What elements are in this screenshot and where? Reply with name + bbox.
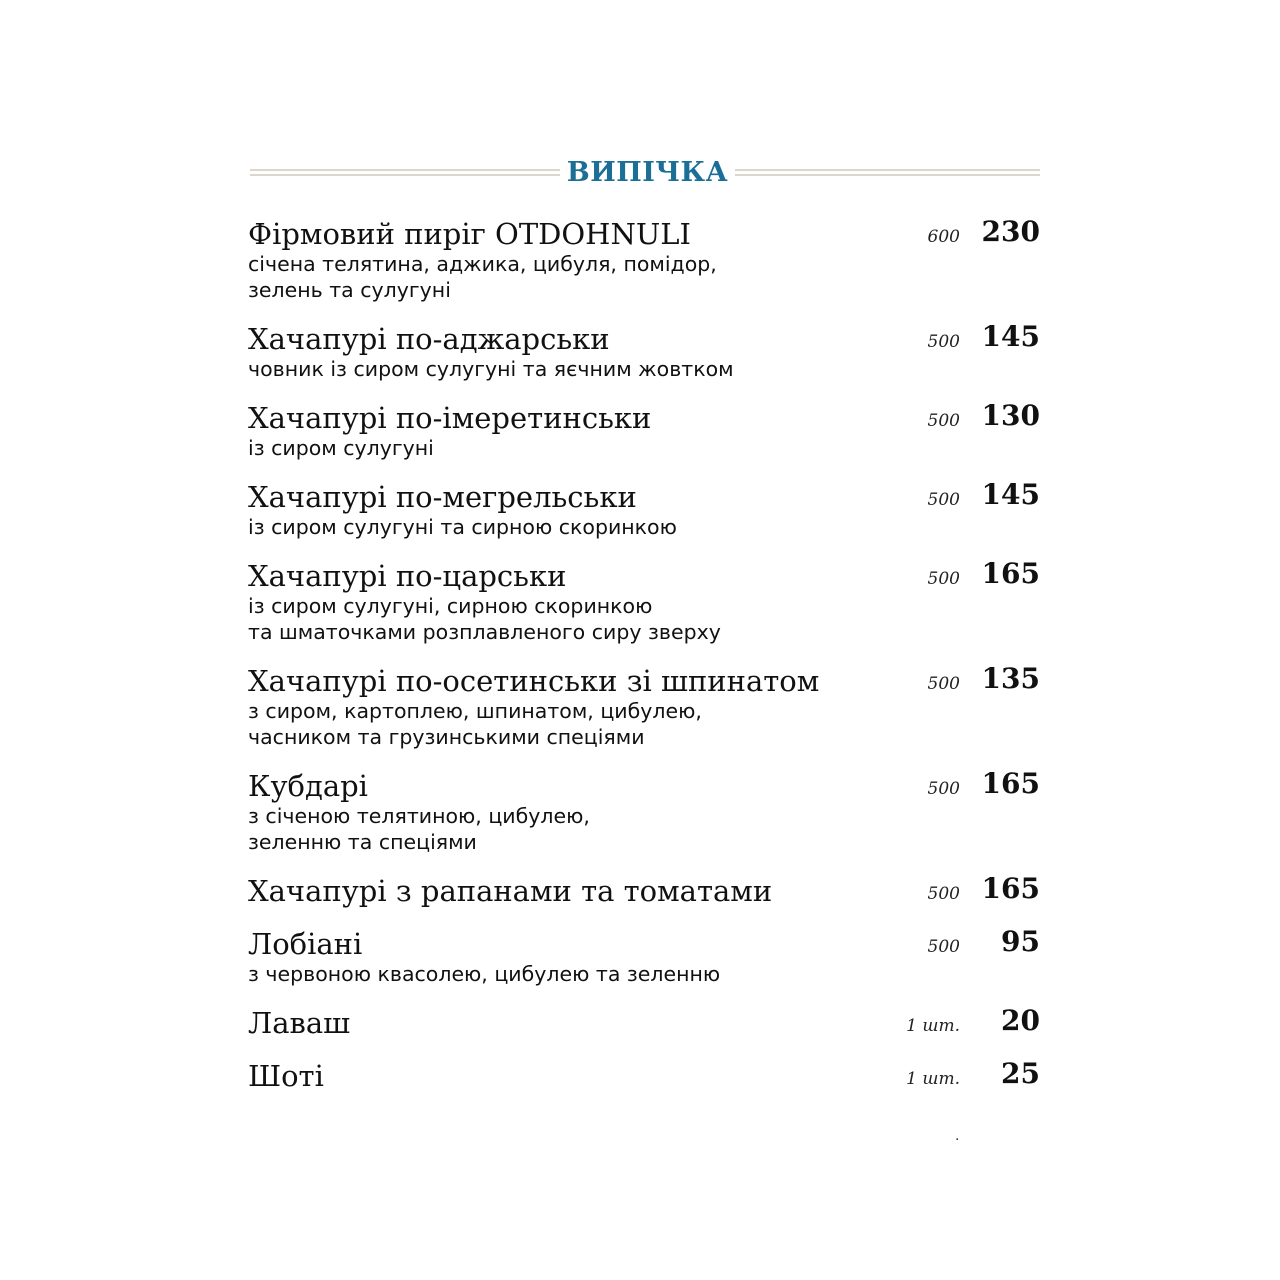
item-name: Хачапурі по-імеретинськи [248, 401, 652, 435]
item-description: зеленню та спеціями [248, 830, 477, 854]
item-price: 25 [1001, 1057, 1040, 1090]
section-title: ВИПІЧКА [566, 156, 729, 188]
menu-item [248, 322, 1040, 382]
item-name: Шоті [248, 1059, 324, 1093]
menu-item [248, 1059, 1040, 1093]
item-name: Кубдарі [248, 769, 368, 803]
header-rule-left [250, 169, 560, 176]
item-name: Хачапурі по-мегрельськи [248, 480, 637, 514]
item-price: 165 [981, 767, 1040, 800]
item-description: із сиром сулугуні [248, 436, 434, 460]
menu-item [248, 401, 1040, 461]
footer-mark: . [955, 1128, 960, 1144]
menu-item [248, 480, 1040, 540]
item-price: 145 [981, 320, 1040, 353]
item-description: часником та грузинськими спеціями [248, 725, 645, 749]
item-weight: 500 [927, 411, 960, 431]
item-weight: 500 [927, 674, 960, 694]
item-name: Хачапурі з рапанами та томатами [248, 874, 773, 908]
item-price: 165 [981, 872, 1040, 905]
item-name: Хачапурі по-царськи [248, 559, 567, 593]
item-weight: 500 [927, 779, 960, 799]
item-description: та шматочками розплавленого сиру зверху [248, 620, 721, 644]
menu-item [248, 927, 1040, 987]
item-weight: 500 [927, 490, 960, 510]
menu-item [248, 1006, 1040, 1040]
menu-item [248, 664, 1040, 750]
item-weight: 500 [927, 569, 960, 589]
item-price: 130 [981, 399, 1040, 432]
item-name: Лаваш [248, 1006, 351, 1040]
item-weight: 1 шт. [906, 1016, 960, 1036]
item-weight: 500 [927, 332, 960, 352]
item-description: з червоною квасолею, цибулею та зеленню [248, 962, 721, 986]
item-name: Хачапурі по-аджарськи [248, 322, 610, 356]
section-header [250, 150, 1040, 194]
item-description: з січеною телятиною, цибулею, [248, 804, 590, 828]
menu-item [248, 559, 1040, 645]
menu-item [248, 769, 1040, 855]
item-description: січена телятина, аджика, цибуля, помідор, [248, 252, 717, 276]
header-rule-right [735, 169, 1040, 176]
item-description: з сиром, картоплею, шпинатом, цибулею, [248, 699, 702, 723]
item-name: Фірмовий пиріг OTDOHNULI [248, 217, 692, 251]
item-description: човник із сиром сулугуні та яєчним жовтком [248, 357, 734, 381]
item-weight: 1 шт. [906, 1069, 960, 1089]
item-weight: 500 [927, 937, 960, 957]
item-description: із сиром сулугуні, сирною скоринкою [248, 594, 653, 618]
item-weight: 500 [927, 884, 960, 904]
item-name: Хачапурі по-осетинськи зі шпинатом [248, 664, 820, 698]
item-price: 230 [981, 215, 1040, 248]
menu-item [248, 874, 1040, 908]
menu-item [248, 217, 1040, 303]
item-price: 145 [981, 478, 1040, 511]
item-price: 20 [1001, 1004, 1040, 1037]
item-weight: 600 [927, 227, 960, 247]
item-price: 95 [1001, 925, 1040, 958]
item-description: зелень та сулугуні [248, 278, 451, 302]
item-description: із сиром сулугуні та сирною скоринкою [248, 515, 677, 539]
item-price: 135 [981, 662, 1040, 695]
item-name: Лобіані [248, 927, 363, 961]
item-price: 165 [981, 557, 1040, 590]
